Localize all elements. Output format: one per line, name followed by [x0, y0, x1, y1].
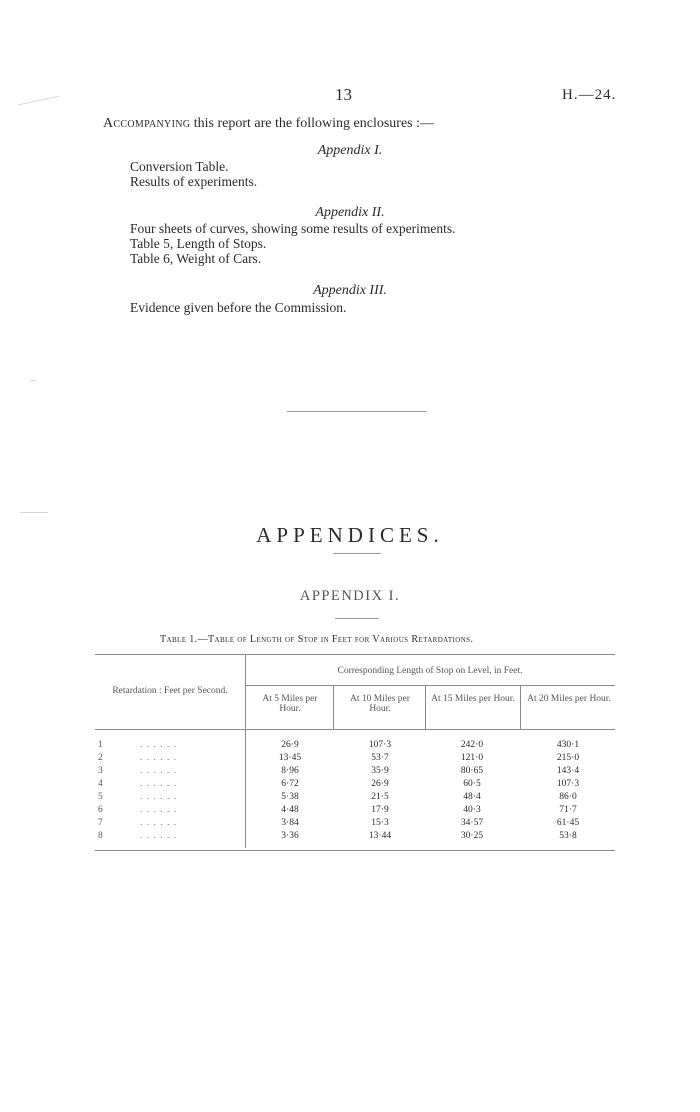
table-cell: 8·96 — [281, 766, 299, 776]
table-cell: 61·45 — [556, 818, 580, 828]
table-cell: 34·57 — [460, 818, 484, 828]
table-cell: 86·0 — [559, 792, 577, 802]
scan-mark — [20, 512, 48, 513]
table-cell: 26·9 — [281, 740, 299, 750]
section-title: APPENDICES. — [256, 523, 444, 547]
leader-dots: . . . . . . — [140, 740, 178, 750]
leader-dots: . . . . . . — [140, 753, 178, 763]
leader-dots: . . . . . . — [140, 792, 178, 802]
table-cell: 15·3 — [371, 818, 389, 828]
document-reference: H.—24. — [562, 87, 617, 103]
table-top-rule — [95, 654, 615, 655]
appendix-1-heading: Appendix I. — [317, 143, 383, 158]
table-cell: 13·44 — [368, 831, 392, 841]
table-bottom-rule — [95, 850, 615, 851]
table-column-header: At 10 Miles per Hour. — [350, 694, 410, 714]
section-divider — [287, 411, 427, 412]
length-of-stop-table — [95, 654, 615, 852]
table-cell: 17·9 — [371, 805, 389, 815]
leader-dots: . . . . . . — [140, 818, 178, 828]
table-cell: 48·4 — [463, 792, 481, 802]
table-group-header: Corresponding Length of Stop on Level, in Feet. — [337, 666, 523, 676]
list-item: Table 6, Weight of Cars. — [130, 251, 262, 266]
table-cell: 143·4 — [556, 766, 580, 776]
table-cell: 6·72 — [281, 779, 299, 789]
table-cell: 53·7 — [371, 753, 389, 763]
table-cell: 60·5 — [463, 779, 481, 789]
table-title: Table 1.—Table of Length of Stop in Feet for Various Retardations. — [160, 634, 474, 645]
table-cell: 3·36 — [281, 831, 299, 841]
row-label: 1 — [98, 740, 103, 750]
table-cell: 40·3 — [463, 805, 481, 815]
table-cell: 3·84 — [281, 818, 299, 828]
table-cell: 107·3 — [556, 779, 580, 789]
list-item: Evidence given before the Commission. — [130, 300, 347, 315]
list-item: Results of experiments. — [130, 174, 258, 189]
row-label: 4 — [98, 779, 103, 789]
table-cell: 53·8 — [559, 831, 577, 841]
table-group-rule — [245, 685, 615, 686]
scan-mark — [30, 380, 36, 381]
appendix-underline — [335, 618, 379, 619]
row-label: 2 — [98, 753, 103, 763]
table-column-header: At 5 Miles per Hour. — [262, 694, 318, 714]
leader-dots: . . . . . . — [140, 805, 178, 815]
row-label: 8 — [98, 831, 103, 841]
table-cell: 242·0 — [460, 740, 484, 750]
appendix-2-heading: Appendix II. — [315, 205, 385, 220]
table-cell: 4·48 — [281, 805, 299, 815]
table-header-rule — [95, 729, 615, 730]
intro-rest: this report are the following enclosures :— — [190, 116, 435, 131]
table-row-header: Retardation : Feet per Second. — [112, 686, 228, 696]
leader-dots: . . . . . . — [140, 779, 178, 789]
list-item: Four sheets of curves, showing some results of experiments. — [130, 221, 456, 236]
row-label: 6 — [98, 805, 103, 815]
table-cell: 21·5 — [371, 792, 389, 802]
appendix-title: APPENDIX I. — [299, 588, 401, 604]
row-label: 7 — [98, 818, 103, 828]
table-column-divider — [333, 685, 334, 729]
table-cell: 215·0 — [556, 753, 580, 763]
page-number: 13 — [335, 85, 352, 104]
table-cell: 5·38 — [281, 792, 299, 802]
appendix-3-heading: Appendix III. — [313, 283, 387, 298]
list-item: Conversion Table. — [130, 159, 229, 174]
table-column-header: At 20 Miles per Hour. — [527, 694, 611, 704]
table-cell: 13·45 — [278, 753, 302, 763]
table-cell: 71·7 — [559, 805, 577, 815]
table-cell: 35·9 — [371, 766, 389, 776]
intro-sentence — [103, 116, 434, 132]
table-cell: 107·3 — [368, 740, 392, 750]
table-column-divider — [520, 685, 521, 729]
scan-mark — [18, 96, 59, 106]
table-cell: 30·25 — [460, 831, 484, 841]
title-underline — [333, 553, 381, 554]
row-label: 3 — [98, 766, 103, 776]
table-column-header: At 15 Miles per Hour. — [431, 694, 515, 704]
table-column-divider — [425, 685, 426, 729]
table-cell: 80·65 — [460, 766, 484, 776]
leader-dots: . . . . . . — [140, 831, 178, 841]
table-cell: 430·1 — [556, 740, 580, 750]
leader-dots: . . . . . . — [140, 766, 178, 776]
row-label: 5 — [98, 792, 103, 802]
table-cell: 121·0 — [460, 753, 484, 763]
intro-lead-caps: Accompanying — [103, 116, 191, 131]
table-cell: 26·9 — [371, 779, 389, 789]
list-item: Table 5, Length of Stops. — [130, 236, 267, 251]
